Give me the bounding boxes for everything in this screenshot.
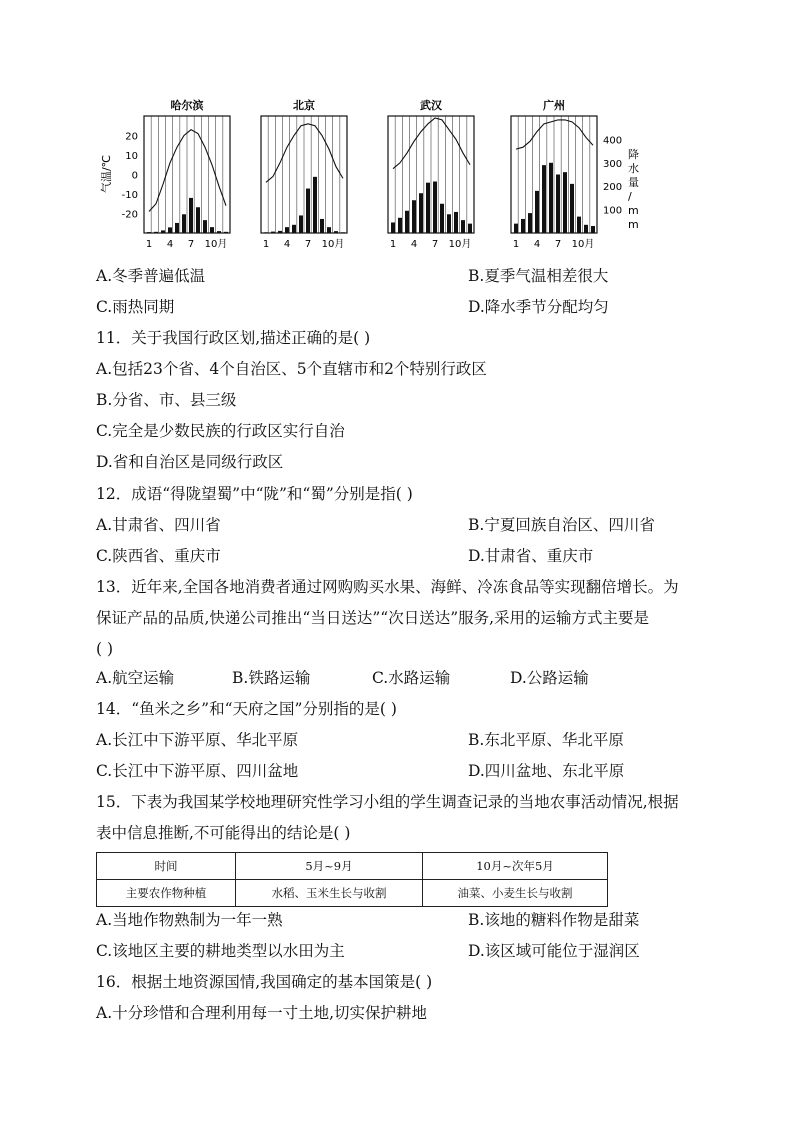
q13-stem-1: 13．近年来,全国各地消费者通过网购购买水果、海鲜、冷冻食品等实现翻倍增长。为 [96, 578, 679, 596]
climate-chart-2 [261, 98, 347, 250]
month-tick-label: 10月 [321, 239, 345, 250]
temperature-tick-label: -20 [121, 209, 138, 221]
chart-title: 哈尔滨 [170, 99, 204, 112]
climate-chart-3 [388, 98, 474, 250]
q11-option-b[interactable]: B.分省、市、县三级 [96, 391, 237, 409]
q13-stem-2: 保证产品的品质,快递公司推出“当日送达”“次日送达”服务,采用的运输方式主要是 [96, 609, 650, 627]
precip-bar [521, 219, 525, 233]
temperature-tick-label: 0 [131, 170, 138, 182]
precip-bar [203, 220, 207, 233]
q12-option-d[interactable]: D.甘肃省、重庆市 [468, 547, 594, 565]
precipitation-tick-label: 200 [603, 182, 623, 194]
q13-option-c[interactable]: C.水路运输 [372, 669, 451, 687]
precip-bar [175, 223, 179, 233]
q14-stem: 14．“鱼米之乡”和“天府之国”分别指的是( ) [96, 700, 397, 718]
month-tick-label: 7 [304, 239, 312, 250]
table-row [97, 880, 608, 907]
table-cell: 时间 [97, 853, 236, 880]
precip-bar [577, 217, 581, 233]
q15-option-b[interactable]: B.该地的糖料作物是甜菜 [468, 911, 640, 929]
precipitation-tick-label: 300 [603, 158, 623, 170]
table-cell: 水稻、玉米生长与收割 [236, 880, 423, 907]
precip-bar [161, 230, 165, 233]
precip-bar [306, 189, 310, 233]
q10-option-d[interactable]: D.降水季节分配均匀 [468, 298, 609, 316]
precip-bar [341, 232, 345, 233]
precip-bar [556, 175, 560, 234]
q12-options-2 [96, 546, 594, 566]
precip-bar [426, 183, 430, 233]
precip-bar [334, 231, 338, 233]
chart-title: 北京 [293, 99, 315, 112]
precip-bar [264, 232, 268, 233]
precip-bar [271, 232, 275, 233]
month-tick-label: 1 [389, 239, 397, 250]
precip-bar [398, 218, 402, 233]
precip-bar [535, 191, 539, 233]
q10-options-2 [96, 297, 609, 317]
q12-option-a[interactable]: A.甘肃省、四川省 [96, 516, 221, 534]
chart-title: 广州 [543, 99, 565, 112]
month-tick-label: 10月 [204, 239, 228, 250]
q11-option-c[interactable]: C.完全是少数民族的行政区实行自治 [96, 422, 345, 440]
precipitation-axis [603, 135, 639, 231]
month-tick-label: 10月 [448, 239, 472, 250]
month-tick-label: 7 [554, 239, 562, 250]
q13-option-b[interactable]: B.铁路运输 [232, 669, 311, 687]
table-cell: 5月~9月 [236, 853, 423, 880]
precip-bar [168, 227, 172, 233]
q13-options [96, 668, 589, 688]
chart-title: 武汉 [420, 99, 442, 112]
q14-options-2 [96, 761, 625, 781]
q15-option-a[interactable]: A.当地作物熟制为一年一熟 [96, 911, 283, 929]
precip-bar [440, 204, 444, 233]
temperature-line [266, 124, 343, 183]
q12-stem: 12．成语“得陇望蜀”中“陇”和“蜀”分别是指( ) [96, 485, 413, 503]
temperature-tick-label: 20 [125, 131, 138, 143]
q15-option-c[interactable]: C.该地区主要的耕地类型以水田为主 [96, 942, 345, 960]
precip-bar [299, 215, 303, 233]
q14-options [96, 730, 624, 750]
precip-bar [549, 163, 553, 233]
month-tick-label: 1 [262, 239, 270, 250]
month-tick-label: 7 [431, 239, 439, 250]
q13-option-a[interactable]: A.航空运输 [96, 669, 175, 687]
table-cell: 主要农作物种植 [97, 880, 236, 907]
temperature-line [149, 130, 226, 212]
month-tick-label: 4 [533, 239, 541, 250]
precip-bar [591, 226, 595, 233]
precip-bar [182, 214, 186, 233]
q10-options [96, 266, 609, 286]
precip-bar [189, 198, 193, 233]
precip-bar [584, 225, 588, 233]
q10-option-b[interactable]: B.夏季气温相差很大 [468, 267, 609, 285]
precipitation-axis-label: 降水量/ m m [628, 148, 639, 231]
q14-option-c[interactable]: C.长江中下游平原、四川盆地 [96, 762, 299, 780]
precip-bar [224, 232, 228, 233]
climate-chart-4 [511, 98, 597, 250]
q15-option-d[interactable]: D.该区域可能位于湿润区 [468, 942, 640, 960]
climate-charts [96, 96, 656, 256]
q12-options [96, 515, 655, 535]
table-cell: 油菜、小麦生长与收割 [423, 880, 608, 907]
q15-stem-2: 表中信息推断,不可能得出的结论是( ) [96, 824, 351, 842]
temperature-line [393, 118, 470, 169]
precip-bar [327, 227, 331, 233]
month-tick-label: 1 [512, 239, 520, 250]
q11-stem: 11．关于我国行政区划,描述正确的是( ) [96, 329, 371, 347]
precip-bar [405, 211, 409, 233]
q14-option-b[interactable]: B.东北平原、华北平原 [468, 731, 624, 749]
q16-stem: 16．根据土地资源国情,我国确定的基本国策是( ) [96, 973, 433, 991]
q14-option-a[interactable]: A.长江中下游平原、华北平原 [96, 731, 299, 749]
q13-stem-3: ( ) [96, 640, 114, 658]
temperature-line [516, 120, 593, 149]
q11-option-a[interactable]: A.包括23个省、4个自治区、5个直辖市和2个特别行政区 [96, 360, 487, 378]
table-row [97, 853, 608, 880]
precip-bar [542, 165, 546, 233]
precip-bar [514, 224, 518, 233]
month-tick-label: 7 [187, 239, 195, 250]
month-tick-label: 4 [283, 239, 291, 250]
precip-bar [196, 207, 200, 233]
precip-bar [447, 214, 451, 233]
temperature-axis [99, 132, 138, 221]
precip-bar [570, 184, 574, 233]
q13-option-d[interactable]: D.公路运输 [510, 669, 589, 687]
q12-option-b[interactable]: B.宁夏回族自治区、四川省 [468, 516, 655, 534]
precip-bar [217, 231, 221, 233]
q10-option-a[interactable]: A.冬季普遍低温 [96, 267, 206, 285]
q15-options [96, 910, 640, 930]
climate-chart-1 [144, 98, 230, 250]
precip-bar [320, 219, 324, 233]
farming-table [96, 852, 608, 907]
q12-option-c[interactable]: C.陕西省、重庆市 [96, 547, 221, 565]
q10-option-c[interactable]: C.雨热同期 [96, 298, 175, 316]
temperature-tick-label: 10 [125, 151, 138, 162]
q14-option-d[interactable]: D.四川盆地、东北平原 [468, 762, 625, 780]
month-tick-label: 4 [410, 239, 418, 250]
temperature-axis-label: 气温/℃ [100, 154, 113, 194]
q15-options-2 [96, 941, 640, 961]
precip-bar [468, 224, 472, 233]
precip-bar [433, 182, 437, 233]
precip-bar [278, 231, 282, 233]
precip-bar [454, 212, 458, 233]
precip-bar [419, 193, 423, 233]
precip-bar [313, 177, 317, 233]
precip-bar [154, 232, 158, 233]
precip-bar [412, 200, 416, 233]
month-tick-label: 10月 [571, 239, 595, 250]
precip-bar [563, 172, 567, 233]
precipitation-tick-label: 100 [603, 205, 623, 217]
precip-bar [391, 222, 395, 233]
temperature-tick-label: -10 [121, 190, 138, 201]
q16-option-a[interactable]: A.十分珍惜和合理利用每一寸土地,切实保护耕地 [96, 1004, 428, 1022]
precip-bar [210, 227, 214, 233]
month-tick-label: 1 [145, 239, 153, 250]
table-cell: 10月~次年5月 [423, 853, 608, 880]
precipitation-tick-label: 400 [603, 135, 623, 147]
precip-bar [285, 227, 289, 233]
precip-bar [147, 232, 151, 233]
precip-bar [461, 220, 465, 233]
precip-bar [528, 213, 532, 233]
q15-stem-1: 15．下表为我国某学校地理研究性学习小组的学生调查记录的当地农事活动情况,根据 [96, 793, 679, 811]
precip-bar [292, 225, 296, 233]
month-tick-label: 4 [166, 239, 174, 250]
q11-option-d[interactable]: D.省和自治区是同级行政区 [96, 453, 284, 471]
